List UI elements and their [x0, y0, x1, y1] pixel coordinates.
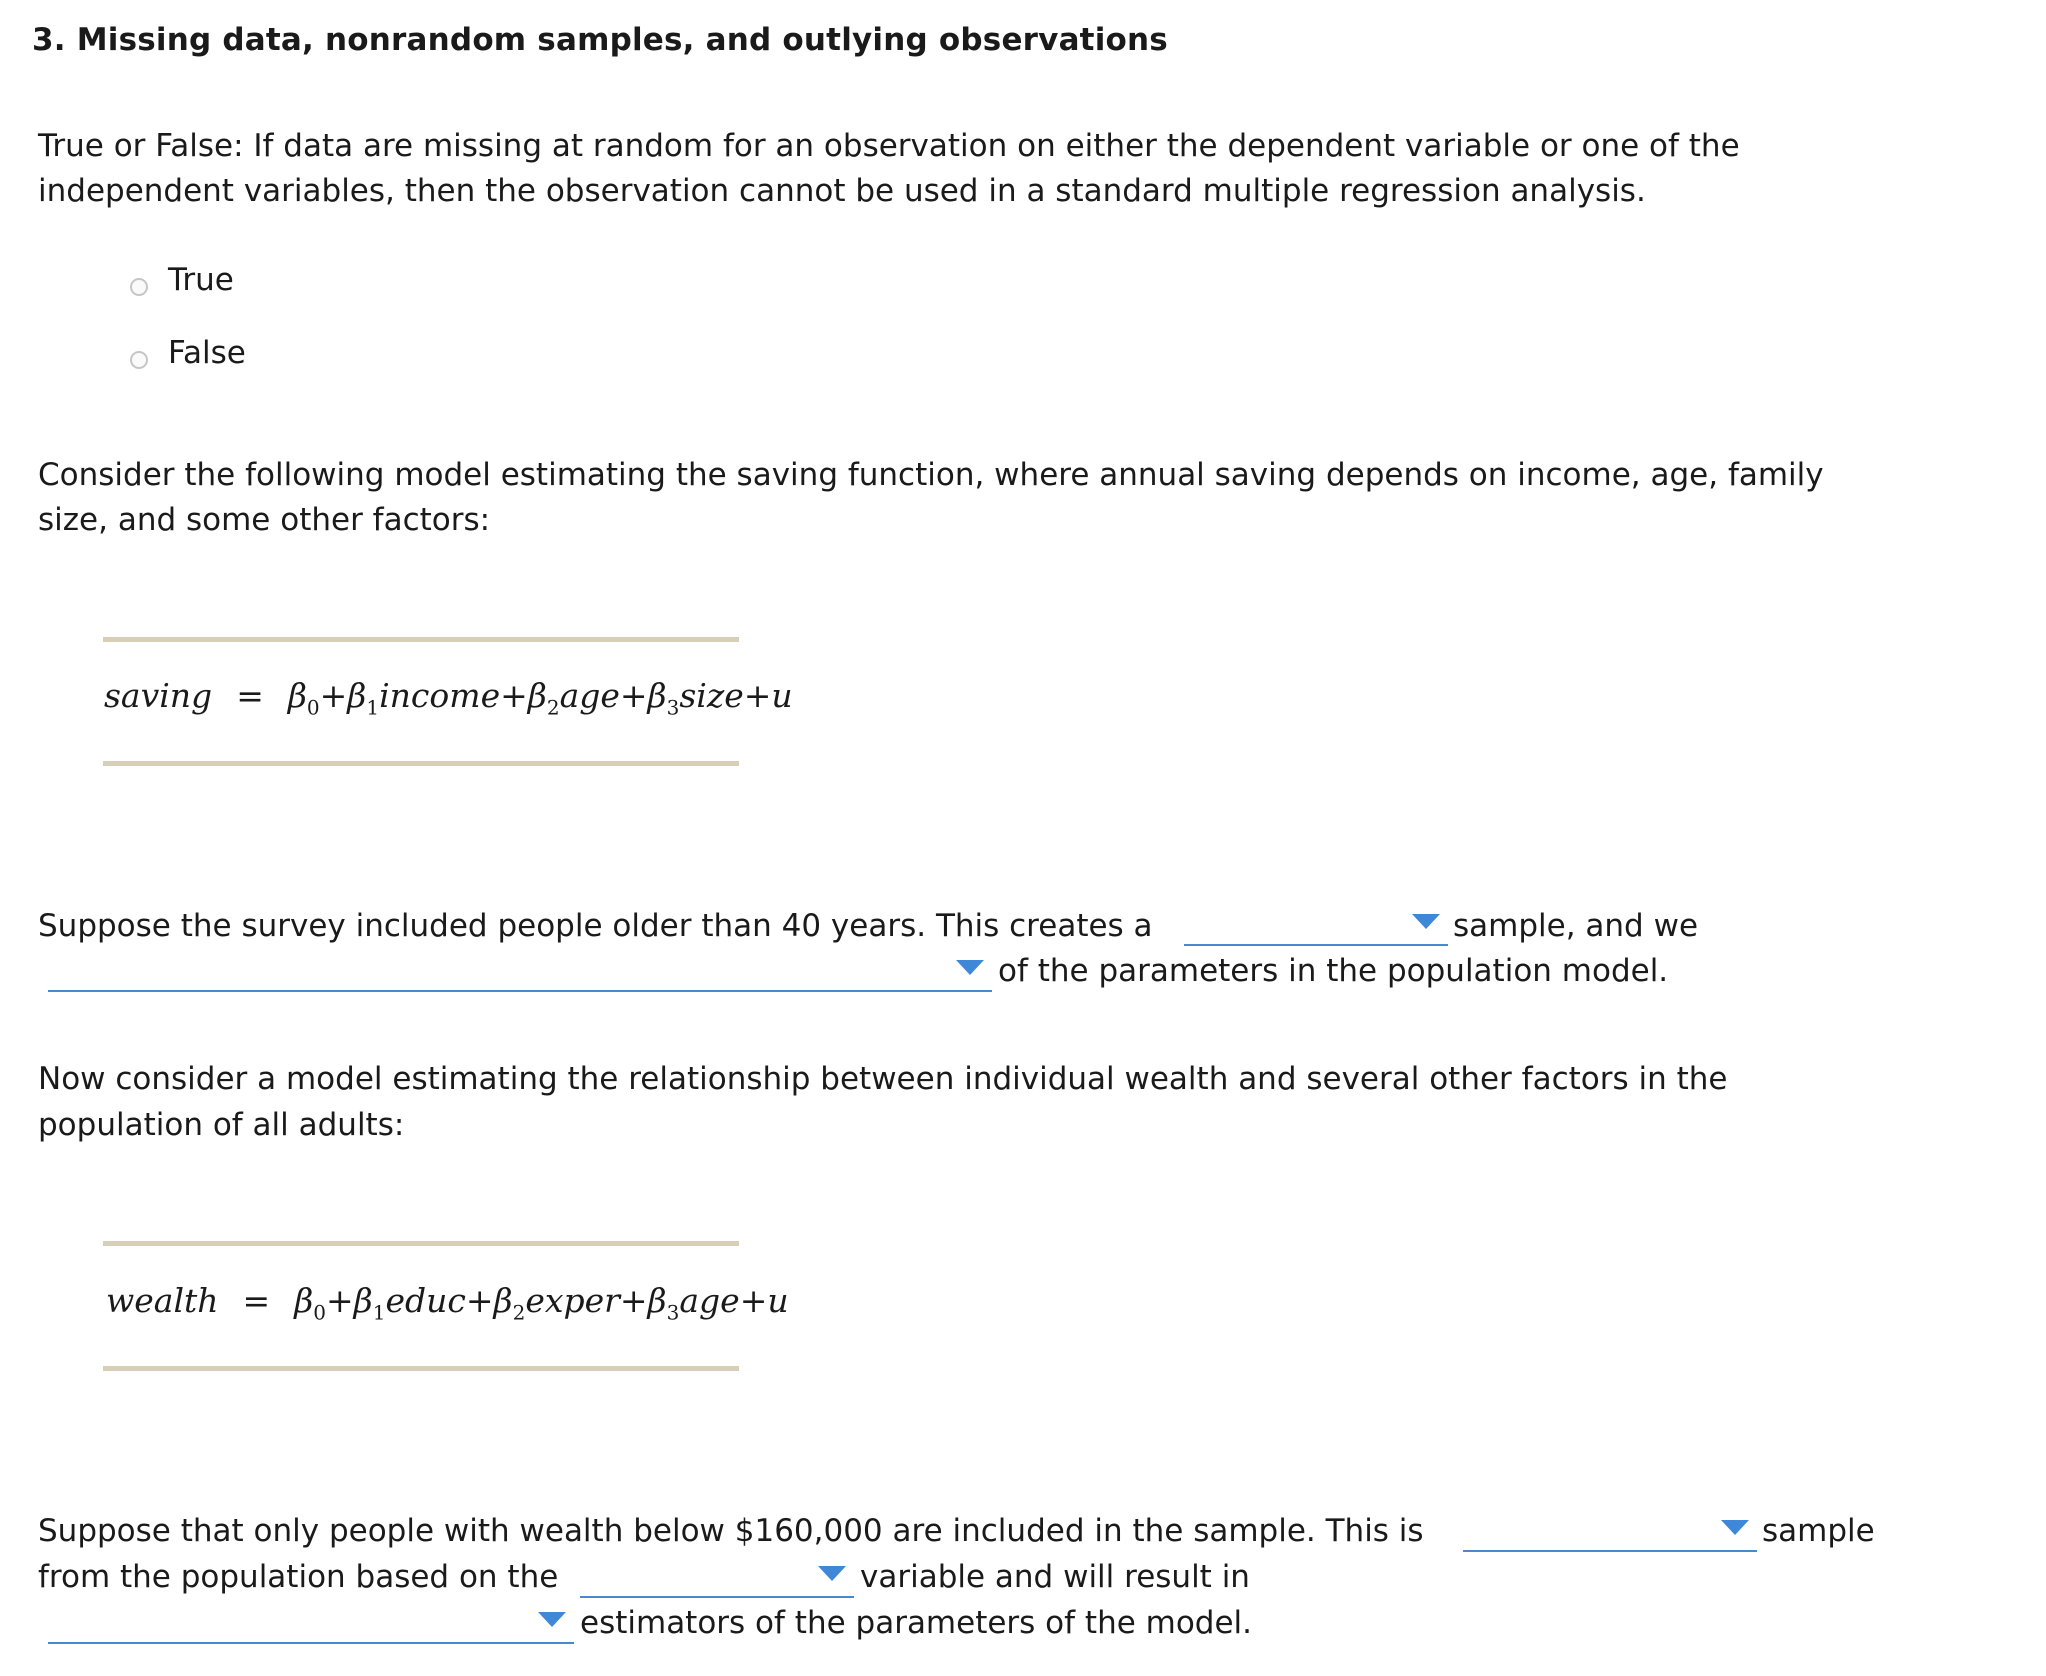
- wealth-text-1a: Suppose that only people with wealth below $160,000 are included in the sample. This is: [38, 1513, 1424, 1549]
- wealth-intro-line-1: Now consider a model estimating the relationship between individual wealth and several other factors in the: [38, 1061, 1728, 1097]
- chevron-down-icon[interactable]: [538, 1612, 566, 1627]
- survey-estimation-dropdown[interactable]: [48, 952, 992, 992]
- equation-term: $age+\beta_3$: [559, 676, 680, 720]
- option-true[interactable]: [130, 262, 234, 298]
- survey-text-1b: sample, and we: [1453, 908, 1699, 944]
- chevron-down-icon[interactable]: [818, 1566, 846, 1581]
- saving-intro-line-1: Consider the following model estimating the saving function, where annual saving depends on income, age, family: [38, 457, 1824, 493]
- equation-bottom-rule: [103, 1366, 739, 1371]
- tf-prompt-line-2: independent variables, then the observation cannot be used in a standard multiple regression analysis.: [38, 173, 1646, 209]
- chevron-down-icon[interactable]: [1721, 1520, 1749, 1535]
- survey-text-2: of the parameters in the population model.: [998, 953, 1669, 989]
- question-title: 3. Missing data, nonrandom samples, and outlying observations: [32, 22, 1168, 58]
- equals-sign: =: [236, 676, 264, 715]
- wealth-text-1b: sample: [1762, 1513, 1875, 1549]
- saving-equation: [104, 676, 793, 720]
- wealth-intro-line-2: population of all adults:: [38, 1107, 405, 1143]
- equation-bottom-rule: [103, 761, 739, 766]
- saving-intro-line-2: size, and some other factors:: [38, 502, 491, 538]
- chevron-down-icon[interactable]: [956, 960, 984, 975]
- wealth-text-3: estimators of the parameters of the model.: [580, 1605, 1253, 1641]
- equation-term: age+u: [679, 1281, 789, 1320]
- equation-term: $exper+\beta_3$: [525, 1281, 680, 1325]
- equation-top-rule: [103, 637, 739, 642]
- wealth-variable-dropdown[interactable]: [580, 1558, 854, 1598]
- wealth-sample-type-dropdown[interactable]: [1463, 1512, 1757, 1552]
- equals-sign: =: [242, 1281, 271, 1320]
- tf-prompt-line-1: True or False: If data are missing at random for an observation on either the dependent variable or one of the: [38, 128, 1740, 164]
- equation-term: size+u: [679, 676, 793, 715]
- wealth-equation: [106, 1281, 789, 1325]
- equation-term: $+\beta_1$: [319, 676, 380, 720]
- equation-term: $+\beta_1$: [326, 1281, 386, 1325]
- saving-equation-lhs: saving: [104, 676, 213, 715]
- option-false-label: False: [168, 335, 246, 371]
- wealth-estimator-dropdown[interactable]: [48, 1604, 574, 1644]
- wealth-equation-lhs: wealth: [106, 1281, 219, 1320]
- equation-term: $\beta_0$: [294, 1281, 326, 1325]
- equation-top-rule: [103, 1241, 739, 1246]
- wealth-text-2b: variable and will result in: [860, 1559, 1250, 1595]
- survey-text-1a: Suppose the survey included people older than 40 years. This creates a: [38, 908, 1153, 944]
- equation-term: $\beta_0$: [287, 676, 320, 720]
- equation-term: $income+\beta_2$: [379, 676, 560, 720]
- chevron-down-icon[interactable]: [1412, 914, 1440, 929]
- equation-term: $educ+\beta_2$: [385, 1281, 526, 1325]
- survey-sample-type-dropdown[interactable]: [1184, 906, 1448, 946]
- option-true-label: True: [168, 262, 234, 298]
- wealth-text-2a: from the population based on the: [38, 1559, 559, 1595]
- radio-button-icon[interactable]: [130, 351, 148, 369]
- option-false[interactable]: [130, 335, 246, 371]
- radio-button-icon[interactable]: [130, 278, 148, 296]
